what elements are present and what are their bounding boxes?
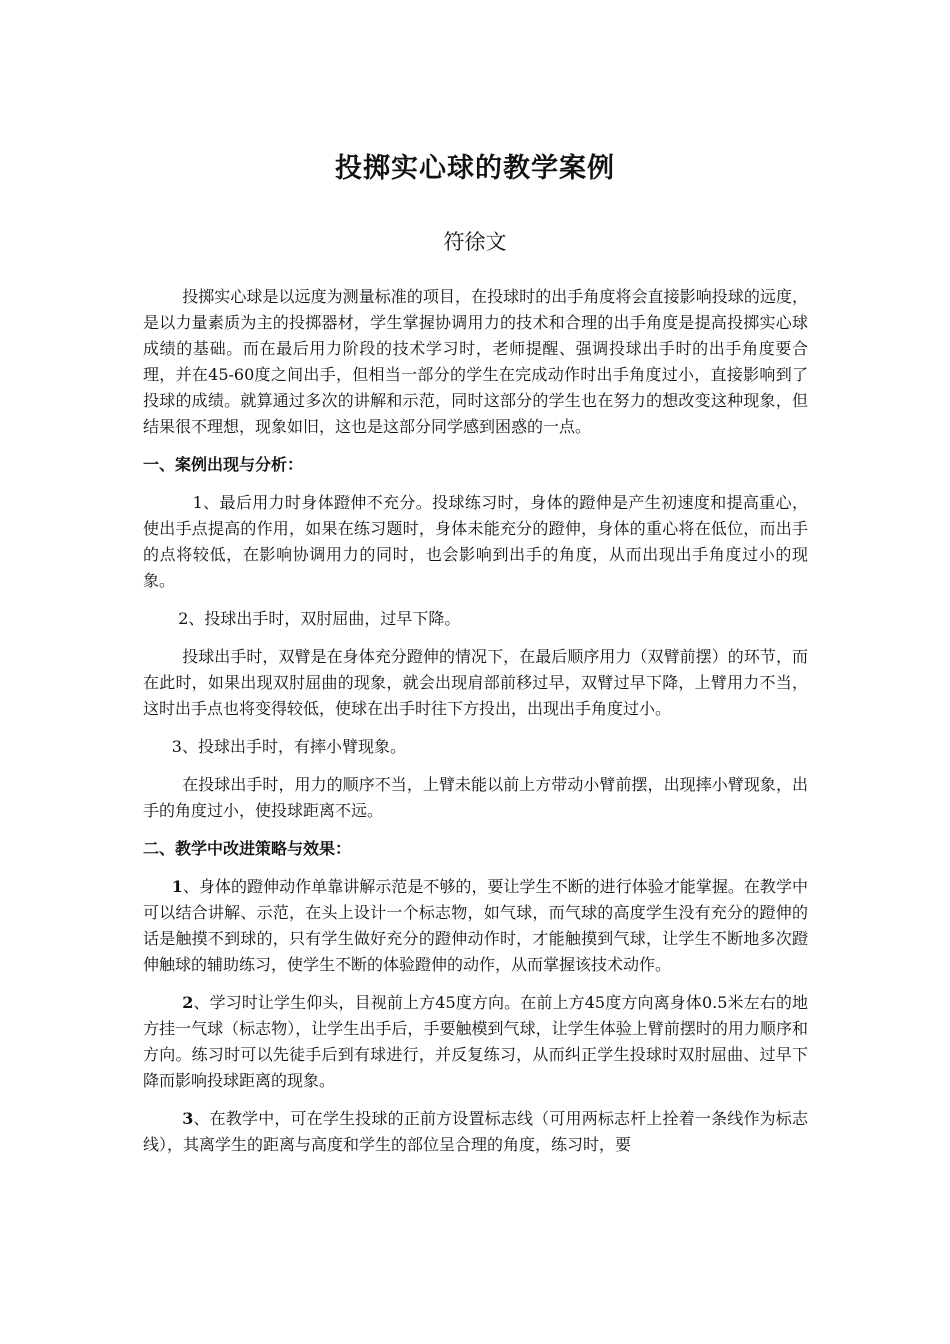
section1-item2-paragraph: 投球出手时，双臂是在身体充分蹬伸的情况下，在最后顺序用力（双臂前摆）的环节，而在此时，如果出现双肘屈曲的现象，就会出现肩部前移过早，双臂过早下降，上臂用力不当，这时出手点也将变得较低，使球在出手时往下方投出，出现出手角度过小。 <box>143 647 808 718</box>
section1-item2-title: 2、投球出手时，双肘屈曲，过早下降。 <box>178 609 461 628</box>
section2-item2-number: 2 <box>182 993 194 1012</box>
section2-item3-number: 3 <box>182 1109 194 1128</box>
intro-paragraph: 投掷实心球是以远度为测量标准的项目，在投球时的出手角度将会直接影响投球的远度，是以力量素质为主的投掷器材，学生掌握协调用力的技术和合理的出手角度是提高投掷实心球成绩的基础。而在最后用力阶段的技术学习时，老师提醒、强调投球出手时的出手角度要合理，并在45-60度之间出手，但相当一部分的学生在完成动作时出手角度过小，直接影响到了投球的成绩。就算通过多次的讲解和示范，同时这部分的学生也在努力的想改变这种现象，但结果很不理想，现象如旧，这也是这部分同学感到困惑的一点。 <box>143 287 808 436</box>
section2-item1-text: 、身体的蹬伸动作单靠讲解示范是不够的，要让学生不断的进行体验才能掌握。在教学中可以结合讲解、示范，在头上设计一个标志物，如气球，而气球的高度学生没有充分的蹬伸的话是触摸不到球的，只有学生做好充分的蹬伸动作时，才能触摸到气球，让学生不断地多次蹬伸触球的辅助练习，使学生不断的体验蹬伸的动作，从而掌握该技术动作。 <box>143 877 808 974</box>
section2-item2-paragraph <box>143 990 808 1094</box>
section1-item3-title: 3、投球出手时，有摔小臂现象。 <box>171 737 406 756</box>
section2-item3-paragraph <box>143 1106 808 1158</box>
document-title: 投掷实心球的教学案例 <box>335 153 615 184</box>
section2-item2-text: 、学习时让学生仰头，目视前上方45度方向。在前上方45度方向离身体0.5米左右的地方挂一气球（标志物），让学生出手后，手要触模到气球，让学生体验上臂前摆时的用力顺序和方向。练习时可以先徒手后到有球进行，并反复练习，从而纠正学生投球时双肘屈曲、过早下降而影响投球距离的现象。 <box>143 993 808 1090</box>
section1-item1-paragraph: 1、最后用力时身体蹬伸不充分。投球练习时，身体的蹬伸是产生初速度和提高重心，使出手点提高的作用，如果在练习题时，身体未能充分的蹬伸，身体的重心将在低位，而出手的点将较低，在影响协调用力的同时，也会影响到出手的角度，从而出现出手角度过小的现象。 <box>143 493 808 590</box>
author-name: 符徐文 <box>443 230 507 254</box>
section-heading-1: 一、案例出现与分析： <box>143 455 304 474</box>
section2-item1-number: 1 <box>171 877 183 896</box>
section-heading-2: 二、教学中改进策略与效果： <box>143 839 352 858</box>
document-body <box>143 284 808 1170</box>
section2-item1-paragraph <box>143 874 808 978</box>
section2-item3-text: 、在教学中，可在学生投球的正前方设置标志线（可用两标志杆上拴着一条线作为标志线），其离学生的距离与高度和学生的部位呈合理的角度，练习时，要 <box>143 1109 808 1154</box>
section1-item3-paragraph: 在投球出手时，用力的顺序不当，上臂未能以前上方带动小臂前摆，出现摔小臂现象，出手的角度过小，使投球距离不远。 <box>143 775 808 820</box>
